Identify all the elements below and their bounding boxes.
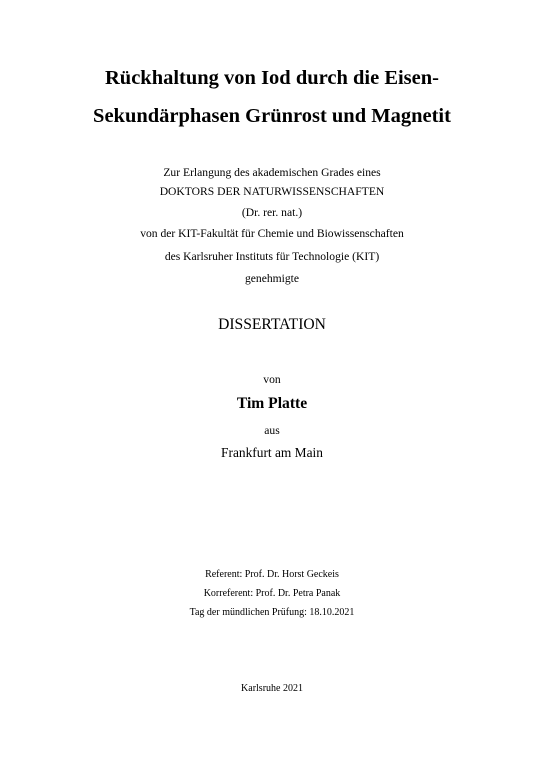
degree-line-6: genehmigte	[244, 272, 300, 285]
referent: Referent: Prof. Dr. Horst Geckeis	[205, 569, 339, 580]
aus-label: aus	[264, 424, 280, 437]
document-type: DISSERTATION	[218, 316, 326, 333]
von-label: von	[263, 373, 281, 386]
degree-line-5: des Karlsruher Instituts für Technologie (KIT)	[164, 250, 380, 263]
degree-line-3: (Dr. rer. nat.)	[241, 206, 303, 219]
degree-line-4: von der KIT-Fakultät für Chemie und Biowissenschaften	[140, 227, 404, 240]
thesis-title-line-2: Sekundärphasen Grünrost und Magnetit	[93, 105, 451, 127]
korreferent: Korreferent: Prof. Dr. Petra Panak	[203, 588, 341, 599]
degree-line-1: Zur Erlangung des akademischen Grades eines	[163, 166, 381, 179]
author-name: Tim Platte	[236, 395, 308, 412]
exam-date: Tag der mündlichen Prüfung: 18.10.2021	[189, 607, 355, 618]
author-origin: Frankfurt am Main	[221, 445, 323, 460]
place-year: Karlsruhe 2021	[241, 683, 303, 694]
thesis-title-line-1: Rückhaltung von Iod durch die Eisen-	[105, 67, 439, 89]
degree-line-2: DOKTORS DER NATURWISSENSCHAFTEN	[159, 185, 385, 198]
